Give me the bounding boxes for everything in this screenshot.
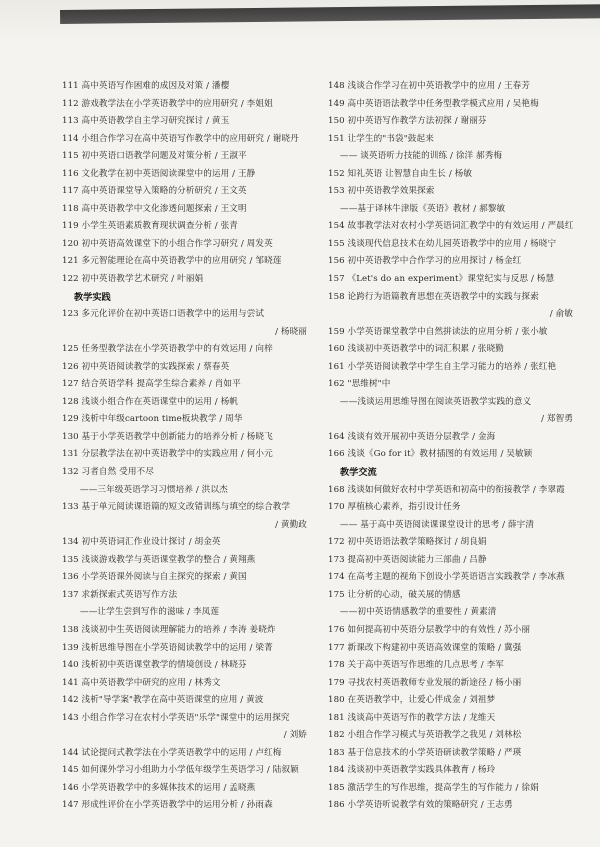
toc-entry: 118 高中英语教学中文化渗透问题探索 / 王文明 — [62, 203, 247, 214]
toc-entry: 168 浅谈如何做好农村中学英语和初高中的衔接教学 / 李翠霞 — [328, 484, 565, 495]
right-column — [328, 78, 583, 815]
toc-entry: 126 初中英语阅读教学的实践探索 / 蔡春英 — [62, 361, 230, 372]
toc-entry-continuation: ——三年级英语学习习惯培养 / 洪以杰 — [80, 484, 228, 495]
toc-entry: 135 浅谈游戏教学与英语课堂教学的整合 / 黄翔燕 — [62, 554, 256, 565]
toc-entry: 120 初中英语高效课堂下的小组合作学习研究 / 周发英 — [62, 238, 273, 249]
toc-entry: 122 初中英语教学艺术研究 / 叶丽娟 — [62, 274, 204, 285]
toc-entry: 127 结合英语学科 提高学生综合素养 / 肖如平 — [62, 379, 241, 390]
toc-entry: 153 初中英语教学效果探索 — [328, 186, 435, 197]
toc-entry-continuation: / 俞敏 — [549, 309, 573, 320]
toc-entry-continuation: / 刘娇 — [283, 730, 307, 741]
toc-entry: 154 故事教学法对农村小学英语词汇教学中的有效运用 / 严晨红 — [328, 221, 574, 232]
toc-entry-continuation: / 杨晓丽 — [275, 326, 307, 337]
toc-entry: 158 论跨行为语篇教育思想在英语教学中的实践与探索 — [328, 291, 539, 302]
toc-entry-continuation: ——浅谈运用思维导图在阅读英语教学实践的意义 — [340, 396, 532, 407]
toc-entry-continuation: ——让学生尝到写作的滋味 / 李凤莲 — [80, 607, 220, 618]
toc-entry-continuation: ——初中英语情感教学的重要性 / 黄素清 — [340, 607, 497, 618]
toc-entry: 155 浅谈现代信息技术在幼儿园英语教学中的应用 / 杨晓宁 — [328, 238, 557, 249]
toc-entry: 178 关于高中英语写作思维的几点思考 / 李军 — [328, 660, 504, 671]
toc-entry: 157 《Let's do an experiment》课堂纪实与反思 / 杨慧 — [328, 274, 555, 285]
toc-entry: 139 浅析思维导图在小学英语阅读教学中的运用 / 梁菁 — [62, 642, 273, 653]
toc-entry: 164 浅谈有效开展初中英语分层教学 / 金海 — [328, 431, 496, 442]
toc-entry: 151 让学生的"书袋"鼓起来 — [328, 133, 434, 144]
toc-entry: 175 让分析的心动，破关展的情感 — [328, 589, 461, 600]
toc-entry: 116 文化教学在初中英语阅读课堂中的运用 / 王静 — [62, 168, 256, 179]
toc-entry: 131 分层教学法在初中英语教学中的实践应用 / 何小元 — [62, 449, 273, 460]
toc-entry: 147 形成性评价在小学英语教学中的运用分析 / 孙雨森 — [62, 800, 273, 811]
toc-entry: 133 基于单元阅读课语篇的短文改错训练与填空的综合教学 — [62, 502, 291, 513]
toc-entry: 150 初中英语写作教学方法初探 / 谢丽芬 — [328, 116, 487, 127]
toc-entry: 183 基于信息技术的小学英语研读教学策略 / 严瑛 — [328, 747, 522, 758]
toc-entry: 121 多元智能理论在高中英语教学中的应用研究 / 邹晓莲 — [62, 256, 282, 267]
section-heading: 教学交流 — [340, 467, 377, 479]
toc-entry: 152 知礼英语 让智慧自由生长 / 杨敏 — [328, 168, 473, 179]
toc-entry-continuation: —— 谈英语听力技能的训练 / 徐洋 郝秀梅 — [340, 151, 503, 162]
toc-entry: 112 游戏教学法在小学英语教学中的应用研究 / 李姐姐 — [62, 98, 273, 109]
toc-entry: 142 浅析"导学案"教学在高中英语课堂的应用 / 黄波 — [62, 695, 264, 706]
toc-entry: 156 初中英语教学中合作学习的应用探讨 / 杨金红 — [328, 256, 522, 267]
toc-entry: 184 浅谈初中英语教学实践具体教育 / 杨玲 — [328, 765, 496, 776]
toc-entry-continuation: —— 基于高中英语阅读课课堂设计的思考 / 薛宇清 — [340, 519, 535, 530]
toc-entry: 182 小组合作学习模式与英语教学之我见 / 刘林松 — [328, 730, 522, 741]
toc-entry: 134 初中英语词汇作业设计探讨 / 胡金英 — [62, 537, 221, 548]
toc-entry: 185 激活学生的写作思维，提高学生的写作能力 / 徐娟 — [328, 782, 539, 793]
left-column — [62, 78, 317, 815]
toc-entry: 111 高中英语写作困难的成因及对策 / 潘樱 — [62, 81, 230, 91]
toc-entry: 129 浅析中年级cartoon time板块教学 / 周华 — [62, 414, 243, 425]
toc-entry: 172 初中英语语法教学策略探讨 / 胡良娟 — [328, 537, 487, 548]
toc-entry: 162 "思维树"中 — [328, 379, 391, 390]
toc-entry: 148 浅谈合作学习在初中英语教学中的应用 / 王春芳 — [328, 81, 531, 91]
toc-entry: 114 小组合作学习在高中英语写作教学中的应用研究 / 谢晓丹 — [62, 133, 299, 144]
toc-entry: 160 浅谈初中英语教学中的词汇积累 / 张晓勤 — [328, 344, 504, 355]
toc-entry: 161 小学英语阅读教学中学生自主学习能力的培养 / 张红艳 — [328, 361, 557, 372]
toc-entry: 128 浅谈小组合作在英语课堂中的运用 / 杨帆 — [62, 396, 238, 407]
toc-entry: 136 小学英语课外阅读与自主探究的探索 / 黄国 — [62, 572, 247, 583]
toc-entry: 132 习者自然 受用不尽 — [62, 467, 154, 478]
toc-entry: 173 提高初中英语阅读能力三部曲 / 吕静 — [328, 554, 487, 565]
toc-entry: 177 新课改下构建初中英语高效课堂的策略 / 冀强 — [328, 642, 522, 653]
toc-entry: 146 小学英语教学中的多媒体技术的运用 / 孟晓燕 — [62, 782, 256, 793]
toc-entry: 138 浅谈初中生英语阅读理解能力的培养 / 李涛 姜晓炸 — [62, 624, 276, 635]
toc-entry: 176 如何提高初中英语分层教学中的有效性 / 苏小丽 — [328, 624, 531, 635]
toc-entry: 130 基于小学英语教学中创新能力的培养分析 / 杨晓飞 — [62, 431, 273, 442]
toc-entry: 145 如何课外学习小组助力小学低年级学生英语学习 / 陆叙颖 — [62, 765, 299, 776]
toc-entry: 119 小学生英语素质教育现状调查分析 / 张青 — [62, 221, 238, 232]
toc-entry: 170 厚植核心素养，指引设计任务 — [328, 502, 461, 513]
toc-entry: 186 小学英语听说教学有效的策略研究 / 王志勇 — [328, 800, 513, 811]
toc-entry: 115 初中英语口语教学问题及对策分析 / 王淑平 — [62, 151, 247, 162]
toc-entry-continuation: ——基于译林牛津版《英语》教材 / 郝黎敏 — [340, 203, 506, 214]
section-heading: 教学实践 — [74, 291, 111, 303]
toc-entry-continuation: / 黄勤政 — [275, 519, 307, 530]
toc-entry: 181 浅谈高中英语写作的教学方法 / 龙维天 — [328, 712, 496, 723]
toc-entry: 125 任务型教学法在小学英语教学中的有效运用 / 向梓 — [62, 344, 273, 355]
toc-entry: 137 求新探索式英语写作方法 — [62, 589, 178, 600]
toc-entry: 140 浅析初中英语课堂教学的情境创设 / 林晓芬 — [62, 660, 247, 671]
toc-entry: 113 高中英语教学自主学习研究探讨 / 黄玉 — [62, 116, 230, 127]
toc-entry: 174 在高考主题的视角下创设小学英语语言实践教学 / 李冰燕 — [328, 572, 565, 583]
toc-entry: 166 浅谈《Go for it》教材插图的有效运用 / 吴敏颖 — [328, 449, 533, 460]
toc-entry-continuation: / 郑智勇 — [541, 414, 573, 425]
toc-entry: 159 小学英语课堂教学中自然拼读法的应用分析 / 张小敏 — [328, 326, 548, 337]
toc-entry: 143 小组合作学习在农村小学英语"乐学"课堂中的运用探究 — [62, 712, 290, 723]
toc-entry: 117 高中英语课堂导入策略的分析研究 / 王文英 — [62, 186, 247, 197]
toc-entry: 149 高中英语语法教学中任务型教学模式应用 / 吴艳梅 — [328, 98, 539, 109]
toc-entry: 179 寻找农村英语教师专业发展的新途径 / 杨小丽 — [328, 677, 522, 688]
toc-entry: 141 高中英语教学中研究的应用 / 林秀文 — [62, 677, 221, 688]
toc-entry: 180 在英语教学中，让爱心伴成金 / 刘祖梦 — [328, 695, 496, 706]
toc-entry: 123 多元化评价在初中英语口语教学中的运用与尝试 — [62, 309, 265, 320]
toc-entry: 144 试论提问式教学法在小学英语教学中的运用 / 卢红梅 — [62, 747, 282, 758]
